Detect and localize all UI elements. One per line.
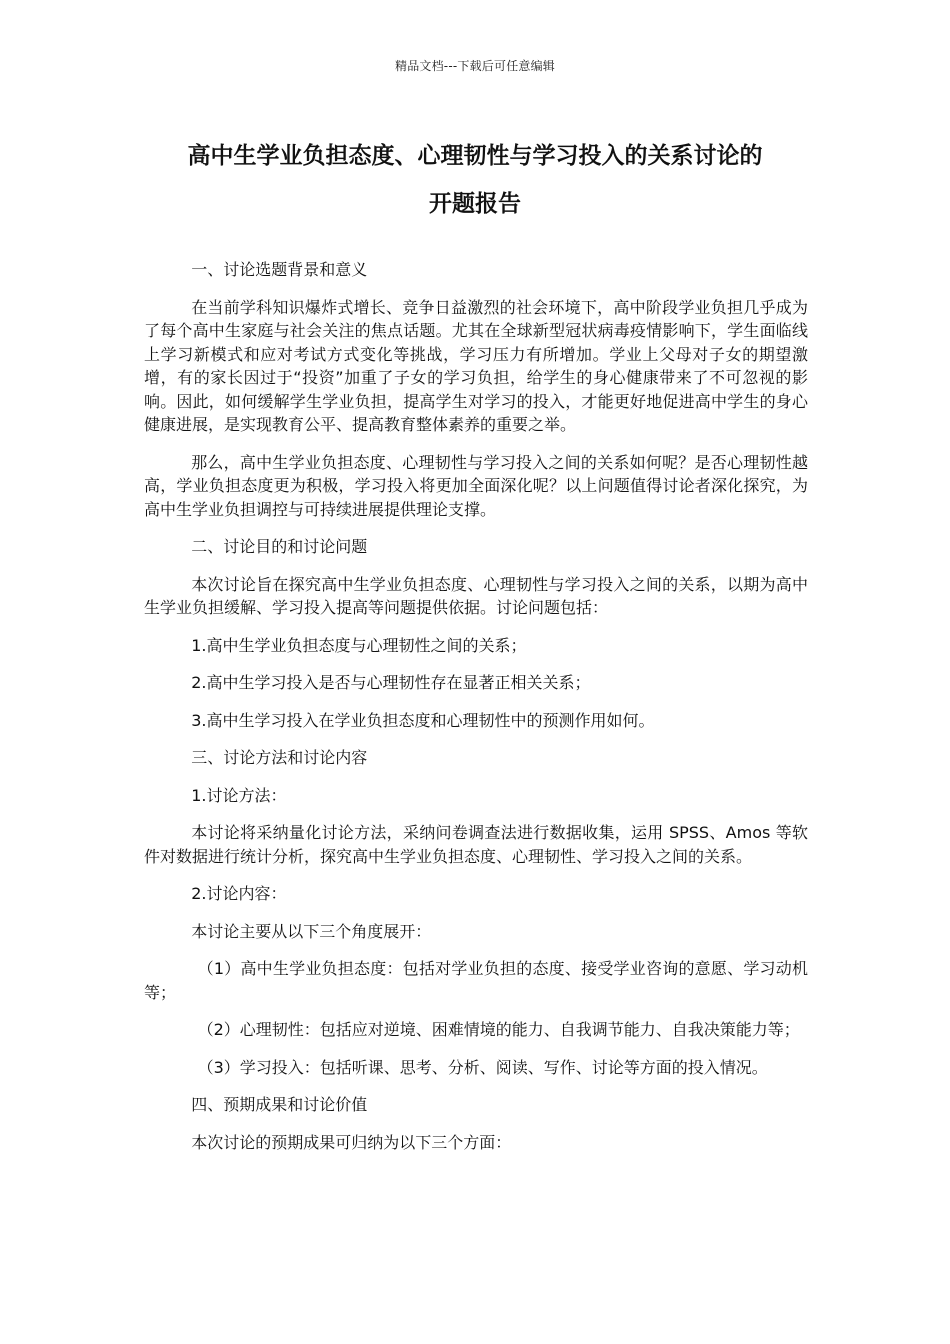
page-header: 精品文档---下载后可任意编辑	[395, 59, 555, 73]
document-body	[144, 258, 808, 1168]
content-item-2: （2）心理韧性：包括应对逆境、困难情境的能力、自我调节能力、自我决策能力等；	[197, 1020, 800, 1039]
paragraph-content-intro: 本讨论主要从以下三个角度展开：	[191, 921, 432, 941]
paragraph-purpose: 本次讨论旨在探究高中生学业负担态度、心理韧性与学习投入之间的关系，以期为高中生学业负担缓解、学习投入提高等问题提供依据。讨论问题包括：	[144, 574, 808, 617]
subheading-content: 2.讨论内容：	[191, 884, 287, 903]
subheading-method: 1.讨论方法：	[191, 785, 287, 805]
section-heading-4: 四、预期成果和讨论价值	[191, 1095, 368, 1114]
section-heading-2: 二、讨论目的和讨论问题	[191, 537, 368, 556]
paragraph-background: 在当前学科知识爆炸式增长、竞争日益激烈的社会环境下，高中阶段学业负担几乎成为了每个高中生家庭与社会关注的焦点话题。尤其在全球新型冠状病毒疫情影响下，学生面临线上学习新模式和应对考试方式变化等挑战，学习压力有所增加。学业上父母对子女的期望激增，有的家长因过于“投资”加重了子女的学习负担，给学生的身心健康带来了不可忽视的影响。因此，如何缓解学生学业负担，提高学生对学习的投入，才能更好地促进高中学生的身心健康进展，是实现教育公平、提高教育整体素养的重要之举。	[144, 297, 808, 434]
paragraph-method: 本讨论将采纳量化讨论方法，采纳问卷调查法进行数据收集，运用 SPSS、Amos 等软件对数据进行统计分析，探究高中生学业负担态度、心理韧性、学习投入之间的关系。	[144, 823, 808, 866]
section-heading-3: 三、讨论方法和讨论内容	[191, 748, 368, 767]
research-question-3: 3.高中生学习投入在学业负担态度和心理韧性中的预测作用如何。	[191, 710, 655, 730]
title-line-1: 高中生学业负担态度、心理韧性与学习投入的关系讨论的	[187, 143, 763, 169]
paragraph-outcomes: 本次讨论的预期成果可归纳为以下三个方面：	[191, 1132, 512, 1152]
section-heading-1: 一、讨论选题背景和意义	[191, 260, 368, 279]
document-title	[145, 132, 805, 228]
title-line-2: 开题报告	[429, 191, 521, 217]
research-question-1: 1.高中生学业负担态度与心理韧性之间的关系；	[191, 635, 527, 655]
content-item-1: （1）高中生学业负担态度：包括对学业负担的态度、接受学业咨询的意愿、学习动机等；	[144, 959, 808, 1002]
research-question-2: 2.高中生学习投入是否与心理韧性存在显著正相关关系；	[191, 673, 591, 692]
paragraph-questions: 那么，高中生学业负担态度、心理韧性与学习投入之间的关系如何呢？是否心理韧性越高，学业负担态度更为积极，学习投入将更加全面深化呢？以上问题值得讨论者深化探究，为高中生学业负担调控与可持续进展提供理论支撑。	[144, 452, 808, 519]
content-item-3: （3）学习投入：包括听课、思考、分析、阅读、写作、讨论等方面的投入情况。	[197, 1057, 768, 1077]
